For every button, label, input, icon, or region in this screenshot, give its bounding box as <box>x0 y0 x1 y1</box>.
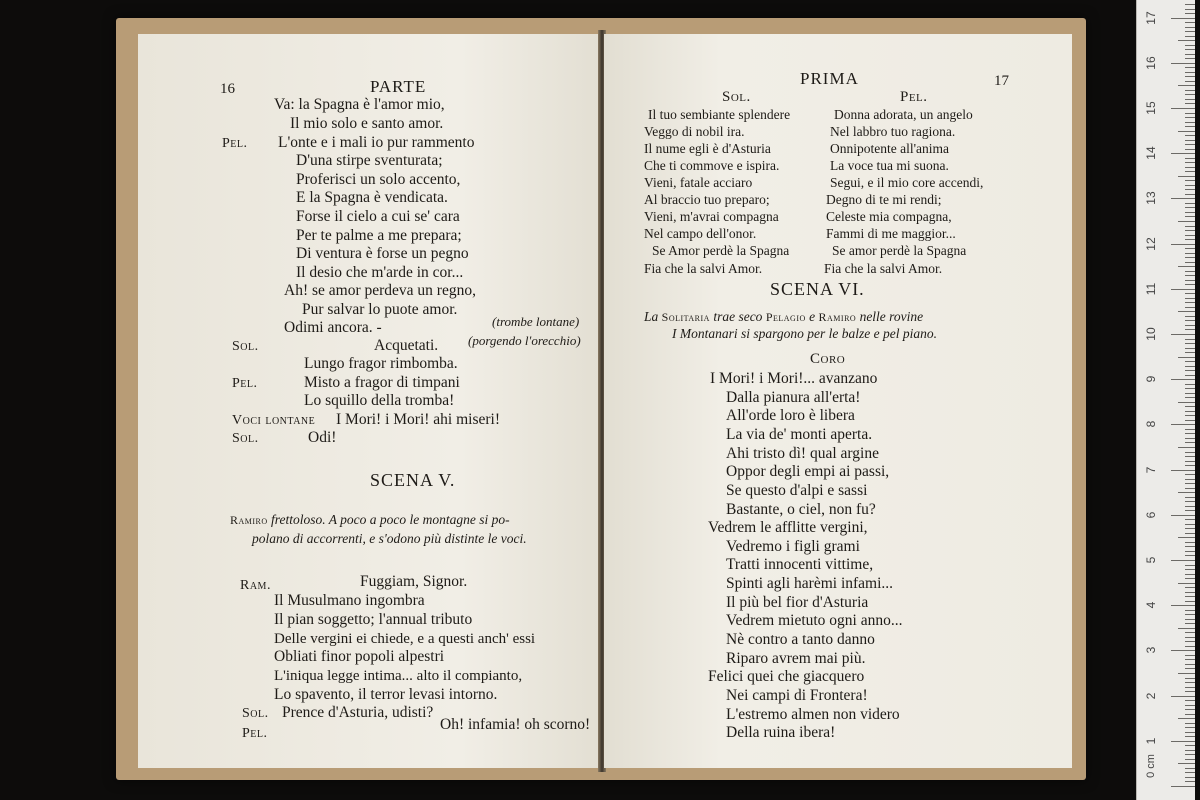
ruler-tick <box>1185 705 1195 706</box>
ruler-tick <box>1185 687 1195 688</box>
ruler-tick <box>1185 393 1195 394</box>
ruler-tick <box>1185 307 1195 308</box>
ruler-tick <box>1185 180 1195 181</box>
ruler-tick <box>1185 619 1195 620</box>
ruler-tick <box>1185 271 1195 272</box>
ruler-tick <box>1185 22 1195 23</box>
ruler-tick <box>1185 212 1195 213</box>
verse-line: Il più bel fior d'Asturia <box>726 594 869 611</box>
ruler-number: 16 <box>1144 56 1158 70</box>
ruler-tick <box>1185 745 1195 746</box>
ruler-tick <box>1185 103 1195 104</box>
ruler-number: 6 <box>1144 511 1158 519</box>
ruler-tick <box>1185 415 1195 416</box>
ruler-tick <box>1185 664 1195 665</box>
verse-line: Il pian soggetto; l'annual tributo <box>274 611 473 628</box>
verse-line: Vedrem le afflitte vergini, <box>708 519 868 536</box>
ruler-tick <box>1185 284 1195 285</box>
ruler-tick <box>1185 384 1195 385</box>
ruler-tick <box>1185 298 1195 299</box>
verse-line: Oppor degli empi ai passi, <box>726 463 890 480</box>
verse-line: Il Musulmano ingombra <box>274 592 425 609</box>
ruler-tick <box>1185 565 1195 566</box>
ruler-tick <box>1185 235 1195 236</box>
ruler-number: 2 <box>1144 692 1158 699</box>
verse-line: Veggo di nobil ira. <box>644 124 745 139</box>
ruler-tick <box>1171 470 1195 471</box>
speaker-label: Sol. <box>232 339 259 354</box>
ruler-tick <box>1185 185 1195 186</box>
ruler-tick <box>1185 81 1195 82</box>
verse-line: Segui, e il mio core accendi, <box>830 175 984 190</box>
verse-line: Per te palme a me prepara; <box>296 227 462 244</box>
ruler-tick <box>1185 678 1195 679</box>
verse-line: Fia che la salvi Amor. <box>644 261 763 276</box>
verse-line: Misto a fragor di timpani <box>304 374 460 391</box>
ruler-tick <box>1185 442 1195 443</box>
ruler-tick <box>1171 198 1195 199</box>
ruler-tick <box>1185 510 1195 511</box>
ruler-tick <box>1171 63 1195 64</box>
verse-line: Odimi ancora. - <box>284 319 382 336</box>
ruler-number: 3 <box>1144 647 1158 654</box>
scene-direction-text: nelle rovine <box>859 309 924 324</box>
ruler-tick <box>1185 27 1195 28</box>
verse-line: Felici quei che giacquero <box>708 668 865 685</box>
ruler-tick <box>1185 759 1195 760</box>
ruler-tick <box>1185 126 1195 127</box>
scene-direction-text: e <box>809 309 816 324</box>
ruler-unit-label: 0 cm <box>1144 754 1157 778</box>
ruler-tick <box>1185 524 1195 525</box>
ruler-tick <box>1185 614 1195 615</box>
ruler-tick <box>1185 49 1195 50</box>
verse-line: Se amor perdè la Spagna <box>832 243 967 258</box>
ruler-number: 9 <box>1144 375 1158 383</box>
ruler-tick <box>1185 9 1195 10</box>
ruler-tick <box>1185 727 1195 728</box>
verse-line: Vieni, m'avrai compagna <box>644 209 779 224</box>
ruler-tick <box>1185 438 1195 439</box>
ruler-tick <box>1185 397 1195 398</box>
ruler-number: 7 <box>1144 466 1158 473</box>
ruler-tick <box>1185 655 1195 656</box>
verse-line: Di ventura è forse un pegno <box>296 245 469 262</box>
character-name: Ramiro <box>818 310 857 324</box>
ruler-tick <box>1185 113 1195 114</box>
scene-direction-text: trae seco <box>713 309 763 324</box>
ruler-tick <box>1185 461 1195 462</box>
ruler-tick <box>1185 149 1195 150</box>
verse-line: Tratti innocenti vittime, <box>726 556 874 573</box>
ruler-tick <box>1185 162 1195 163</box>
verse-line: E la Spagna è vendicata. <box>296 189 448 206</box>
ruler-tick <box>1178 131 1195 132</box>
verse-line: Riparo avrem mai più. <box>726 650 866 667</box>
ruler-tick <box>1185 158 1195 159</box>
ruler-tick <box>1185 433 1195 434</box>
ruler-number: 11 <box>1144 282 1158 296</box>
ruler-tick <box>1185 632 1195 633</box>
ruler-tick <box>1185 361 1195 362</box>
ruler-tick <box>1185 555 1195 556</box>
verse-line: Il desio che m'arde in cor... <box>296 264 464 281</box>
ruler-tick <box>1185 700 1195 701</box>
ruler-tick <box>1185 117 1195 118</box>
ruler-tick <box>1185 207 1195 208</box>
verse-line: Lo squillo della tromba! <box>304 392 455 409</box>
ruler-tick <box>1185 194 1195 195</box>
ruler-tick <box>1171 244 1195 245</box>
scene-direction-line <box>644 308 923 326</box>
verse-line: Bastante, o ciel, non fu? <box>726 501 876 518</box>
verse-line: Fia che la salvi Amor. <box>824 261 943 276</box>
ruler-tick <box>1178 673 1195 674</box>
ruler-tick <box>1185 411 1195 412</box>
right-page <box>604 34 1072 768</box>
ruler-tick <box>1185 569 1195 570</box>
ruler-number: 12 <box>1144 236 1158 251</box>
ruler-tick <box>1185 754 1195 755</box>
ruler-tick <box>1185 452 1195 453</box>
verse-line: Fuggiam, Signor. <box>360 573 468 590</box>
ruler-tick <box>1171 786 1195 787</box>
ruler-tick <box>1178 40 1195 41</box>
ruler-tick <box>1185 76 1195 77</box>
ruler-number: 17 <box>1144 10 1158 25</box>
ruler-tick <box>1185 546 1195 547</box>
character-name: Pelagio <box>765 310 806 324</box>
ruler-tick <box>1185 325 1195 326</box>
verse-line: Nè contro a tanto danno <box>726 631 875 648</box>
ruler-tick <box>1185 578 1195 579</box>
scene-direction-text: La <box>644 309 659 324</box>
ruler-tick <box>1185 483 1195 484</box>
verse-line: Fammi di me maggior... <box>826 226 956 241</box>
ruler-tick <box>1185 781 1195 782</box>
verse-line: Se questo d'alpi e sassi <box>726 482 868 499</box>
ruler-tick <box>1171 379 1195 380</box>
verse-line: Donna adorata, un angelo <box>834 107 973 122</box>
right-running-head: PRIMA <box>800 69 859 88</box>
ruler-tick <box>1185 596 1195 597</box>
ruler-tick <box>1185 506 1195 507</box>
ruler-tick <box>1185 768 1195 769</box>
ruler-tick <box>1185 54 1195 55</box>
left-running-head: PARTE <box>370 77 427 96</box>
ruler-tick <box>1185 253 1195 254</box>
ruler-tick <box>1171 560 1195 561</box>
verse-line: L'iniqua legge intima... alto il compianto, <box>274 668 523 684</box>
ruler-tick <box>1185 519 1195 520</box>
verse-line: Proferisci un solo accento, <box>296 171 461 188</box>
verse-line: L'estremo almen non videro <box>726 706 900 723</box>
ruler-tick <box>1185 94 1195 95</box>
ruler-tick <box>1185 58 1195 59</box>
ruler-tick <box>1185 320 1195 321</box>
ruler-number: 1 <box>1144 737 1158 745</box>
ruler-tick <box>1185 366 1195 367</box>
ruler-tick <box>1185 406 1195 407</box>
ruler-tick <box>1171 153 1195 154</box>
speaker-label: Ram. <box>240 578 271 593</box>
ruler-tick <box>1185 574 1195 575</box>
ruler-tick <box>1185 420 1195 421</box>
verse-line: Obliati finor popoli alpestri <box>274 648 445 665</box>
verse-line: Al braccio tuo preparo; <box>644 192 770 207</box>
verse-line: D'una stirpe sventurata; <box>296 152 443 169</box>
verse-line: Celeste mia compagna, <box>826 209 952 224</box>
ruler-tick <box>1185 641 1195 642</box>
ruler-tick <box>1178 221 1195 222</box>
ruler-tick <box>1178 718 1195 719</box>
speaker-label: Sol. <box>232 431 259 446</box>
verse-line: Spinti agli harèmi infami... <box>726 575 894 592</box>
measuring-ruler <box>1136 0 1195 800</box>
ruler-tick <box>1171 605 1195 606</box>
ruler-tick <box>1185 343 1195 344</box>
ruler-tick <box>1185 167 1195 168</box>
ruler-tick <box>1185 542 1195 543</box>
ruler-tick <box>1185 668 1195 669</box>
ruler-tick <box>1185 474 1195 475</box>
ruler-tick <box>1185 302 1195 303</box>
scene-direction-line <box>230 511 510 529</box>
scene-direction-line: polano di accorrenti, e s'odono più distinte le voci. <box>252 531 527 546</box>
verse-line: Va: la Spagna è l'amor mio, <box>274 96 445 113</box>
ruler-tick <box>1185 587 1195 588</box>
ruler-tick <box>1185 280 1195 281</box>
scene-direction-text: frettoloso. A poco a poco le montagne si po- <box>271 512 510 527</box>
ruler-tick <box>1178 447 1195 448</box>
ruler-tick <box>1185 777 1195 778</box>
ruler-tick <box>1185 262 1195 263</box>
verse-line: Il mio solo e santo amor. <box>290 115 444 132</box>
verse-line: Che ti commove e ispira. <box>644 158 780 173</box>
ruler-tick <box>1185 501 1195 502</box>
ruler-tick <box>1178 628 1195 629</box>
ruler-number: 8 <box>1144 421 1158 428</box>
ruler-number: 5 <box>1144 556 1158 564</box>
right-page-number: 17 <box>994 73 1009 89</box>
verse-line: Vedremo i figli grami <box>726 538 860 555</box>
ruler-tick <box>1185 67 1195 68</box>
scene-title: SCENA V. <box>370 470 456 490</box>
ruler-number: 14 <box>1144 146 1158 160</box>
ruler-tick <box>1185 144 1195 145</box>
ruler-tick <box>1185 72 1195 73</box>
scene-direction-line: I Montanari si spargono per le balze e pel piano. <box>672 326 937 341</box>
verse-line: L'onte e i mali io pur rammento <box>278 134 475 151</box>
ruler-tick <box>1185 99 1195 100</box>
ruler-tick <box>1185 171 1195 172</box>
ruler-tick <box>1185 592 1195 593</box>
ruler-number: 10 <box>1144 327 1158 341</box>
ruler-tick <box>1185 551 1195 552</box>
ruler-tick <box>1185 723 1195 724</box>
verse-line: Pur salvar lo puote amor. <box>302 301 458 318</box>
ruler-tick <box>1185 528 1195 529</box>
ruler-tick <box>1171 108 1195 109</box>
ruler-tick <box>1171 424 1195 425</box>
verse-line: Della ruina ibera! <box>726 724 836 741</box>
ruler-tick <box>1185 750 1195 751</box>
ruler-tick <box>1171 289 1195 290</box>
ruler-tick <box>1185 275 1195 276</box>
ruler-tick <box>1185 316 1195 317</box>
verse-line: Degno di te mi rendi; <box>826 192 942 207</box>
verse-line: Il tuo sembiante splendere <box>648 107 791 122</box>
ruler-tick <box>1171 741 1195 742</box>
scene-title: SCENA VI. <box>770 279 865 299</box>
verse-line: Onnipotente all'anima <box>830 141 950 156</box>
ruler-tick <box>1178 537 1195 538</box>
verse-line: I Mori! i Mori!... avanzano <box>710 370 878 387</box>
ruler-tick <box>1185 239 1195 240</box>
verse-line: Oh! infamia! oh scorno! <box>440 716 591 733</box>
ruler-tick <box>1185 189 1195 190</box>
ruler-tick <box>1185 691 1195 692</box>
verse-line: Acquetati. <box>374 337 439 354</box>
ruler-tick <box>1185 36 1195 37</box>
verse-line: La voce tua mi suona. <box>830 158 949 173</box>
ruler-tick <box>1185 230 1195 231</box>
ruler-tick <box>1185 293 1195 294</box>
ruler-tick <box>1185 45 1195 46</box>
verse-line: Ahi tristo dì! qual argine <box>726 445 879 462</box>
ruler-tick <box>1185 226 1195 227</box>
verse-line: Lo spavento, il terror levasi intorno. <box>274 686 498 703</box>
ruler-number: 13 <box>1144 191 1158 206</box>
ruler-tick <box>1171 696 1195 697</box>
book <box>116 18 1086 780</box>
ruler-tick <box>1178 311 1195 312</box>
ruler-tick <box>1185 488 1195 489</box>
ruler-tick <box>1185 31 1195 32</box>
verse-line: Se Amor perdè la Spagna <box>652 243 790 258</box>
ruler-tick <box>1185 135 1195 136</box>
ruler-tick <box>1185 465 1195 466</box>
ruler-tick <box>1185 352 1195 353</box>
ruler-tick <box>1185 456 1195 457</box>
stage-direction: (trombe lontane) <box>492 314 580 329</box>
ruler-tick <box>1185 772 1195 773</box>
verse-line: I Mori! i Mori! ahi miseri! <box>336 411 501 428</box>
left-page <box>138 34 598 768</box>
ruler-tick <box>1185 682 1195 683</box>
ruler-tick <box>1185 370 1195 371</box>
ruler-tick <box>1185 736 1195 737</box>
ruler-tick <box>1185 497 1195 498</box>
ruler-tick <box>1185 610 1195 611</box>
ruler-tick <box>1185 257 1195 258</box>
ruler-tick <box>1178 176 1195 177</box>
verse-line: Nel campo dell'onor. <box>644 226 757 241</box>
speaker-label: Pel. <box>242 726 268 741</box>
verse-line: Forse il cielo a cui se' cara <box>296 208 460 225</box>
verse-line: Il nume egli è d'Asturia <box>644 141 771 156</box>
ruler-tick <box>1185 659 1195 660</box>
ruler-tick <box>1171 334 1195 335</box>
ruler-tick <box>1185 90 1195 91</box>
ruler-tick <box>1185 732 1195 733</box>
ruler-tick <box>1185 388 1195 389</box>
verse-line: La via de' monti aperta. <box>726 426 873 443</box>
ruler-tick <box>1185 13 1195 14</box>
speaker-label: Pel. <box>232 376 258 391</box>
ruler-tick <box>1185 709 1195 710</box>
verse-line: All'orde loro è libera <box>726 407 855 424</box>
ruler-tick <box>1178 763 1195 764</box>
ruler-tick <box>1178 402 1195 403</box>
ruler-tick <box>1185 637 1195 638</box>
ruler-tick <box>1185 623 1195 624</box>
character-name: Solitaria <box>661 310 710 324</box>
verse-line: Prence d'Asturia, udisti? <box>282 704 434 721</box>
ruler-tick <box>1185 329 1195 330</box>
verse-line: Ah! se amor perdeva un regno, <box>284 282 476 299</box>
ruler-tick <box>1178 492 1195 493</box>
ruler-tick <box>1171 650 1195 651</box>
stage-direction: (porgendo l'orecchio) <box>468 333 581 348</box>
ruler-tick <box>1185 533 1195 534</box>
ruler-tick <box>1185 479 1195 480</box>
chorus-title: Coro <box>810 351 846 367</box>
ruler-tick <box>1185 122 1195 123</box>
ruler-tick <box>1171 18 1195 19</box>
verse-line: Lungo fragor rimbomba. <box>304 355 458 372</box>
column-header-sol: Sol. <box>722 89 751 105</box>
speaker-label: Voci lontane <box>232 413 316 428</box>
ruler-tick <box>1185 375 1195 376</box>
ruler-tick <box>1171 515 1195 516</box>
column-header-pel: Pel. <box>900 89 928 105</box>
verse-line: Vieni, fatale acciaro <box>644 175 753 190</box>
ruler-tick <box>1185 348 1195 349</box>
ruler-tick <box>1185 646 1195 647</box>
ruler-tick <box>1185 714 1195 715</box>
verse-line: Nei campi di Frontera! <box>726 687 868 704</box>
ruler-number: 4 <box>1144 601 1158 609</box>
verse-line: Dalla pianura all'erta! <box>726 389 861 406</box>
ruler-tick <box>1178 85 1195 86</box>
verse-line: Nel labbro tuo ragiona. <box>830 124 956 139</box>
speaker-label: Sol. <box>242 706 269 721</box>
left-page-number: 16 <box>220 81 235 97</box>
ruler-tick <box>1178 583 1195 584</box>
ruler-tick <box>1185 339 1195 340</box>
ruler-tick <box>1185 140 1195 141</box>
ruler-tick <box>1185 601 1195 602</box>
character-name: Ramiro <box>230 513 268 527</box>
speaker-label: Pel. <box>222 136 248 151</box>
verse-line: Delle vergini ei chiede, e a questi anch' essi <box>274 631 536 647</box>
ruler-tick <box>1185 4 1195 5</box>
ruler-tick <box>1185 216 1195 217</box>
ruler-tick <box>1178 357 1195 358</box>
verse-line: Vedrem mietuto ogni anno... <box>726 612 903 629</box>
verse-line: Odi! <box>308 429 337 446</box>
ruler-tick <box>1185 203 1195 204</box>
ruler-tick <box>1185 429 1195 430</box>
ruler-tick <box>1178 266 1195 267</box>
ruler-tick <box>1185 248 1195 249</box>
ruler-number: 15 <box>1144 101 1158 115</box>
